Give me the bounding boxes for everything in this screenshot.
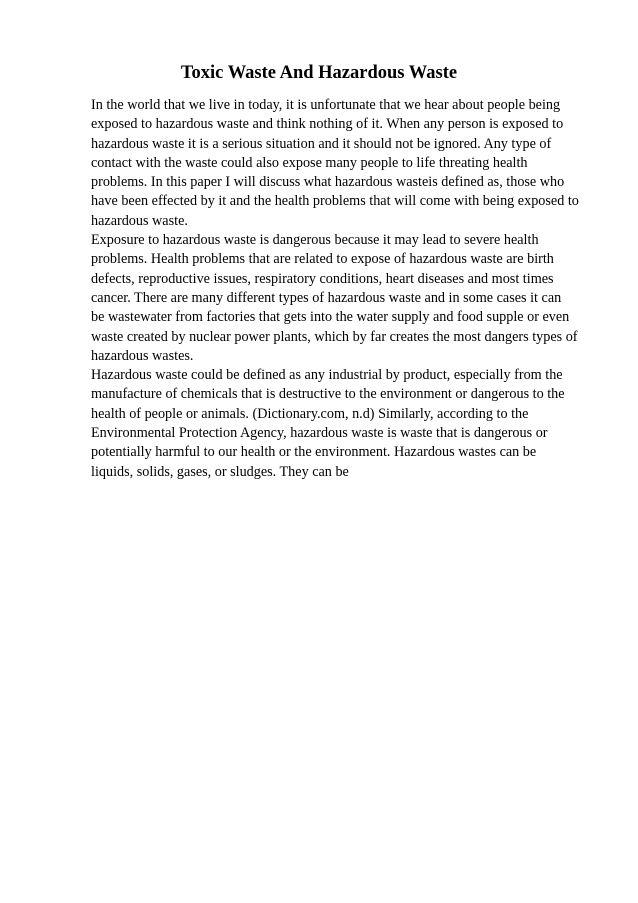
document-title: Toxic Waste And Hazardous Waste	[180, 63, 458, 83]
body-line: liquids, solids, gases, or sludges. They can be	[91, 463, 349, 480]
body-line: cancer. There are many different types of hazardous waste and in some cases it can	[91, 289, 562, 306]
body-line: In the world that we live in today, it is unfortunate that we hear about people being	[91, 97, 561, 113]
body-line: waste created by nuclear power plants, which by far creates the most dangers types of	[91, 328, 578, 345]
body-line: be wastewater from factories that gets into the water supply and food supple or even	[91, 309, 570, 326]
document-body	[91, 96, 621, 482]
body-line: hazardous waste.	[91, 212, 188, 229]
body-line: health of people or animals. (Dictionary.com, n.d) Similarly, according to the	[91, 405, 529, 422]
body-line: potentially harmful to our health or the environment. Hazardous wastes can be	[91, 444, 537, 461]
body-line: defects, reproductive issues, respiratory conditions, heart diseases and most times	[91, 270, 554, 287]
body-line: Environmental Protection Agency, hazardous waste is waste that is dangerous or	[91, 425, 548, 442]
body-line: hazardous wastes.	[91, 347, 194, 364]
body-line: Exposure to hazardous waste is dangerous because it may lead to severe health	[91, 232, 539, 249]
body-line: contact with the waste could also expose many people to life threating health	[91, 154, 528, 171]
body-line: problems. Health problems that are related to expose of hazardous waste are birth	[91, 251, 554, 268]
body-line: Hazardous waste could be defined as any industrial by product, especially from the	[91, 367, 563, 384]
body-line: have been effected by it and the health problems that will come with being exposed to	[91, 193, 579, 210]
body-line: hazardous waste it is a serious situation and it should not be ignored. Any type of	[91, 135, 552, 152]
body-line: problems. In this paper I will discuss what hazardous wasteis defined as, those who	[91, 174, 565, 191]
body-line: manufacture of chemicals that is destructive to the environment or dangerous to the	[91, 386, 565, 403]
body-line: exposed to hazardous waste and think nothing of it. When any person is exposed to	[91, 116, 564, 133]
